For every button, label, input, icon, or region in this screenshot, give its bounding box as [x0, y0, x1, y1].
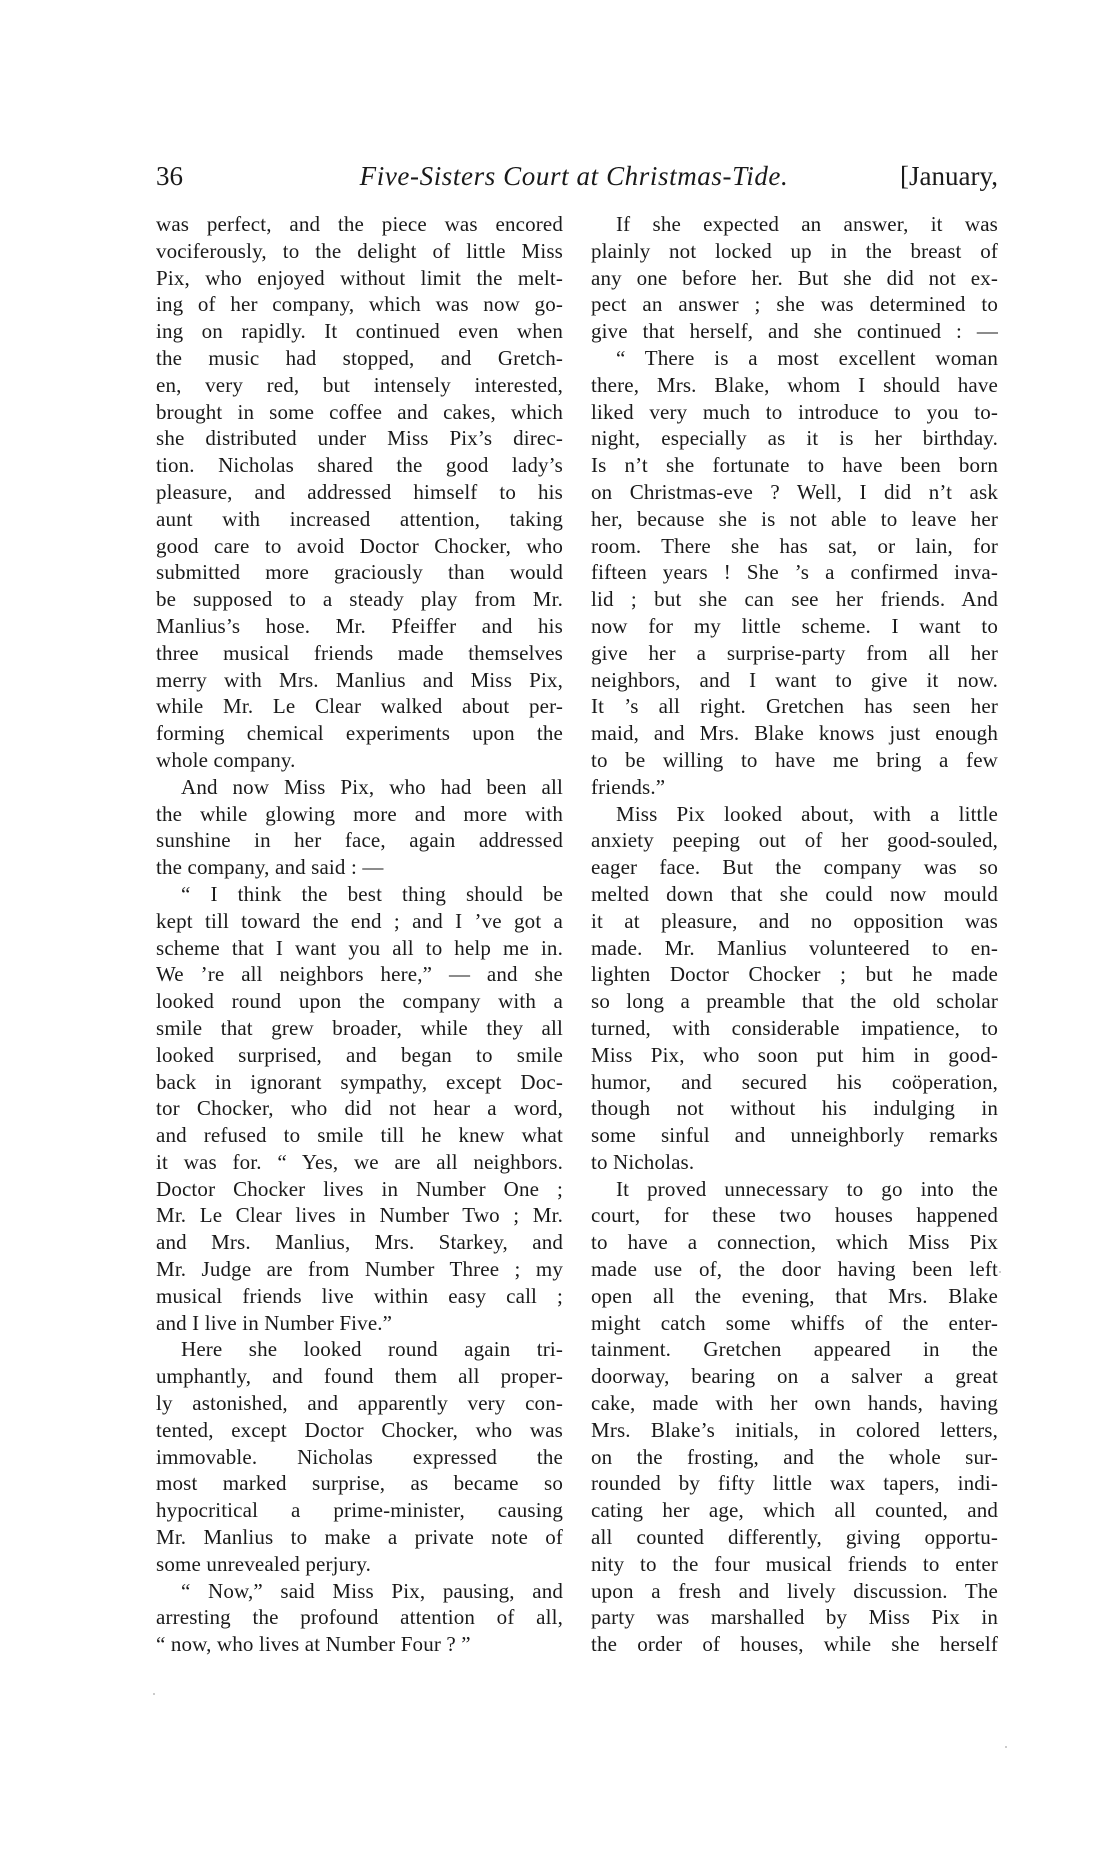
right-column-line: If she expected an answer, it was: [616, 212, 998, 236]
right-column-line: cating her age, which all counted, and: [591, 1498, 998, 1523]
right-column-line: room. There she has sat, or lain, for: [591, 533, 998, 558]
scan-speck: [999, 1271, 1001, 1273]
right-column-line: lid ; but she can see her friends. And: [591, 587, 998, 612]
running-title: Five-Sisters Court at Christmas-Tide.: [359, 161, 789, 191]
right-column-line: open all the evening, that Mrs. Blake: [591, 1283, 998, 1308]
left-column-line: while Mr. Le Clear walked about per-: [156, 694, 563, 719]
right-column-line: eager face. But the company was so: [591, 855, 998, 880]
scan-speck: [1005, 1746, 1007, 1748]
left-column-line: and Mrs. Manlius, Mrs. Starkey, and: [156, 1230, 563, 1255]
right-column-line: Miss Pix looked about, with a little: [616, 801, 998, 826]
right-column-line: made use of, the door having been left: [591, 1257, 998, 1282]
left-column-line: the while glowing more and more with: [156, 801, 563, 826]
right-column-line: Is n’t she fortunate to have been born: [591, 453, 998, 478]
right-column-line: to be willing to have me bring a few: [591, 747, 998, 772]
left-column-line: tented, except Doctor Chocker, who was: [156, 1417, 563, 1442]
left-column-line: she distributed under Miss Pix’s direc-: [156, 426, 563, 451]
right-column-line: give her a surprise-party from all her: [591, 640, 998, 665]
right-column-line: “ There is a most excellent woman: [616, 345, 998, 370]
left-column-line: Doctor Chocker lives in Number One ;: [156, 1176, 563, 1201]
right-column-line: though not without his indulging in: [591, 1096, 998, 1121]
right-column-line: there, Mrs. Blake, whom I should have: [591, 372, 998, 397]
right-column-line: plainly not locked up in the breast of: [591, 238, 998, 263]
left-column-line: vociferously, to the delight of little Miss: [156, 238, 563, 263]
left-column-line: Mr. Manlius to make a private note of: [156, 1525, 563, 1550]
right-column-line: anxiety peeping out of her good-souled,: [591, 828, 998, 853]
right-column-line: cake, made with her own hands, having: [591, 1391, 998, 1416]
right-column-line: now for my little scheme. I want to: [591, 613, 998, 638]
left-column-line: umphantly, and found them all proper-: [156, 1364, 563, 1389]
left-column-line: and refused to smile till he knew what: [156, 1123, 563, 1148]
left-column-line: Mr. Le Clear lives in Number Two ; Mr.: [156, 1203, 563, 1228]
right-column-line: maid, and Mrs. Blake knows just enough: [591, 721, 998, 746]
left-column-line: it was for. “ Yes, we are all neighbors.: [156, 1149, 563, 1174]
left-column-line: whole company.: [156, 747, 296, 772]
right-column-line: melted down that she could now mould: [591, 881, 998, 906]
left-column-line: good care to avoid Doctor Chocker, who: [156, 533, 563, 558]
right-column-line: friends.”: [591, 774, 666, 799]
right-column-line: night, especially as it is her birthday.: [591, 426, 998, 451]
left-column-line: looked surprised, and began to smile: [156, 1042, 563, 1067]
right-column-line: to Nicholas.: [591, 1149, 695, 1174]
left-column-line: looked round upon the company with a: [156, 989, 563, 1014]
left-column-line: Mr. Judge are from Number Three ; my: [156, 1257, 563, 1282]
left-column-line: hypocritical a prime-minister, causing: [156, 1498, 563, 1523]
left-column-line: musical friends live within easy call ;: [156, 1283, 563, 1308]
left-column-line: scheme that I want you all to help me in.: [156, 935, 563, 960]
right-column-line: doorway, bearing on a salver a great: [591, 1364, 998, 1389]
right-column-line: any one before her. But she did not ex-: [591, 265, 998, 290]
right-column-line: might catch some whiffs of the enter-: [591, 1310, 998, 1335]
left-column-line: “ I think the best thing should be: [181, 881, 563, 906]
right-column-line: court, for these two houses happened: [591, 1203, 998, 1228]
right-column-line: lighten Doctor Chocker ; but he made: [591, 962, 998, 987]
left-column-line: tion. Nicholas shared the good lady’s: [156, 453, 563, 478]
left-column-line: We ’re all neighbors here,” — and she: [156, 962, 563, 987]
right-column-line: on the frosting, and the whole sur-: [591, 1444, 998, 1469]
page-number: 36: [156, 161, 183, 191]
left-column-line: forming chemical experiments upon the: [156, 721, 563, 746]
left-column-line: Manlius’s hose. Mr. Pfeiffer and his: [156, 613, 563, 638]
left-column-line: ly astonished, and apparently very con-: [156, 1391, 563, 1416]
left-column-line: aunt with increased attention, taking: [156, 506, 563, 531]
left-column-line: brought in some coffee and cakes, which: [156, 399, 563, 424]
running-head: [156, 160, 998, 196]
right-column-line: humor, and secured his coöperation,: [591, 1069, 998, 1094]
right-column-line: neighbors, and I want to give it now.: [591, 667, 998, 692]
right-column-line: fifteen years ! She ’s a confirmed inva-: [591, 560, 998, 585]
right-column-line: some sinful and unneighborly remarks: [591, 1123, 998, 1148]
right-column-line: her, because she is not able to leave her: [591, 506, 998, 531]
left-column-line: kept till toward the end ; and I ’ve got a: [156, 908, 563, 933]
scan-speck: [153, 1693, 155, 1695]
left-column-line: ing on rapidly. It continued even when: [156, 319, 563, 344]
left-column-line: back in ignorant sympathy, except Doc-: [156, 1069, 563, 1094]
right-column-line: the order of houses, while she herself: [591, 1632, 998, 1657]
left-column-line: “ Now,” said Miss Pix, pausing, and: [181, 1578, 563, 1603]
left-column-line: the music had stopped, and Gretch-: [156, 345, 563, 370]
right-column-line: upon a fresh and lively discussion. The: [591, 1578, 998, 1603]
left-column-line: And now Miss Pix, who had been all: [181, 774, 563, 799]
left-column-line: three musical friends made themselves: [156, 640, 563, 665]
left-column-line: sunshine in her face, again addressed: [156, 828, 563, 853]
right-column-line: on Christmas-eve ? Well, I did n’t ask: [591, 479, 998, 504]
left-column-line: en, very red, but intensely interested,: [156, 372, 563, 397]
right-column-line: tainment. Gretchen appeared in the: [591, 1337, 998, 1362]
left-column-line: most marked surprise, as became so: [156, 1471, 563, 1496]
left-column-line: immovable. Nicholas expressed the: [156, 1444, 563, 1469]
right-column-line: so long a preamble that the old scholar: [591, 989, 998, 1014]
right-column-line: all counted differently, giving opportu-: [591, 1525, 998, 1550]
right-column-line: give that herself, and she continued : —: [591, 319, 998, 344]
right-column-line: it at pleasure, and no opposition was: [591, 908, 998, 933]
right-column-line: turned, with considerable impatience, to: [591, 1015, 998, 1040]
left-column-line: the company, and said : —: [156, 855, 384, 880]
left-column-line: Pix, who enjoyed without limit the melt-: [156, 265, 563, 290]
left-column-line: smile that grew broader, while they all: [156, 1015, 563, 1040]
left-column-line: Here she looked round again tri-: [181, 1337, 563, 1362]
right-column-line: nity to the four musical friends to enter: [591, 1551, 998, 1576]
left-column-line: ing of her company, which was now go-: [156, 292, 563, 317]
right-column-line: pect an answer ; she was determined to: [591, 292, 998, 317]
issue-month: [January,: [900, 161, 998, 191]
right-column: [591, 211, 998, 1658]
left-column-line: “ now, who lives at Number Four ? ”: [156, 1632, 471, 1657]
right-column-line: liked very much to introduce to you to-: [591, 399, 998, 424]
right-column-line: made. Mr. Manlius volunteered to en-: [591, 935, 998, 960]
right-column-line: party was marshalled by Miss Pix in: [591, 1605, 998, 1630]
left-column-line: was perfect, and the piece was encored: [156, 212, 563, 236]
left-column-line: and I live in Number Five.”: [156, 1310, 393, 1335]
right-column-line: Mrs. Blake’s initials, in colored letters,: [591, 1417, 998, 1442]
right-column-line: rounded by fifty little wax tapers, indi-: [591, 1471, 998, 1496]
left-column-line: some unrevealed perjury.: [156, 1551, 372, 1576]
right-column-line: to have a connection, which Miss Pix: [591, 1230, 998, 1255]
right-column-line: It ’s all right. Gretchen has seen her: [591, 694, 998, 719]
left-column: [156, 211, 563, 1658]
left-column-line: submitted more graciously than would: [156, 560, 563, 585]
right-column-line: Miss Pix, who soon put him in good-: [591, 1042, 998, 1067]
left-column-line: tor Chocker, who did not hear a word,: [156, 1096, 563, 1121]
left-column-line: be supposed to a steady play from Mr.: [156, 587, 563, 612]
right-column-line: It proved unnecessary to go into the: [616, 1176, 998, 1201]
left-column-line: pleasure, and addressed himself to his: [156, 479, 563, 504]
left-column-line: merry with Mrs. Manlius and Miss Pix,: [156, 667, 563, 692]
left-column-line: arresting the profound attention of all,: [156, 1605, 563, 1630]
